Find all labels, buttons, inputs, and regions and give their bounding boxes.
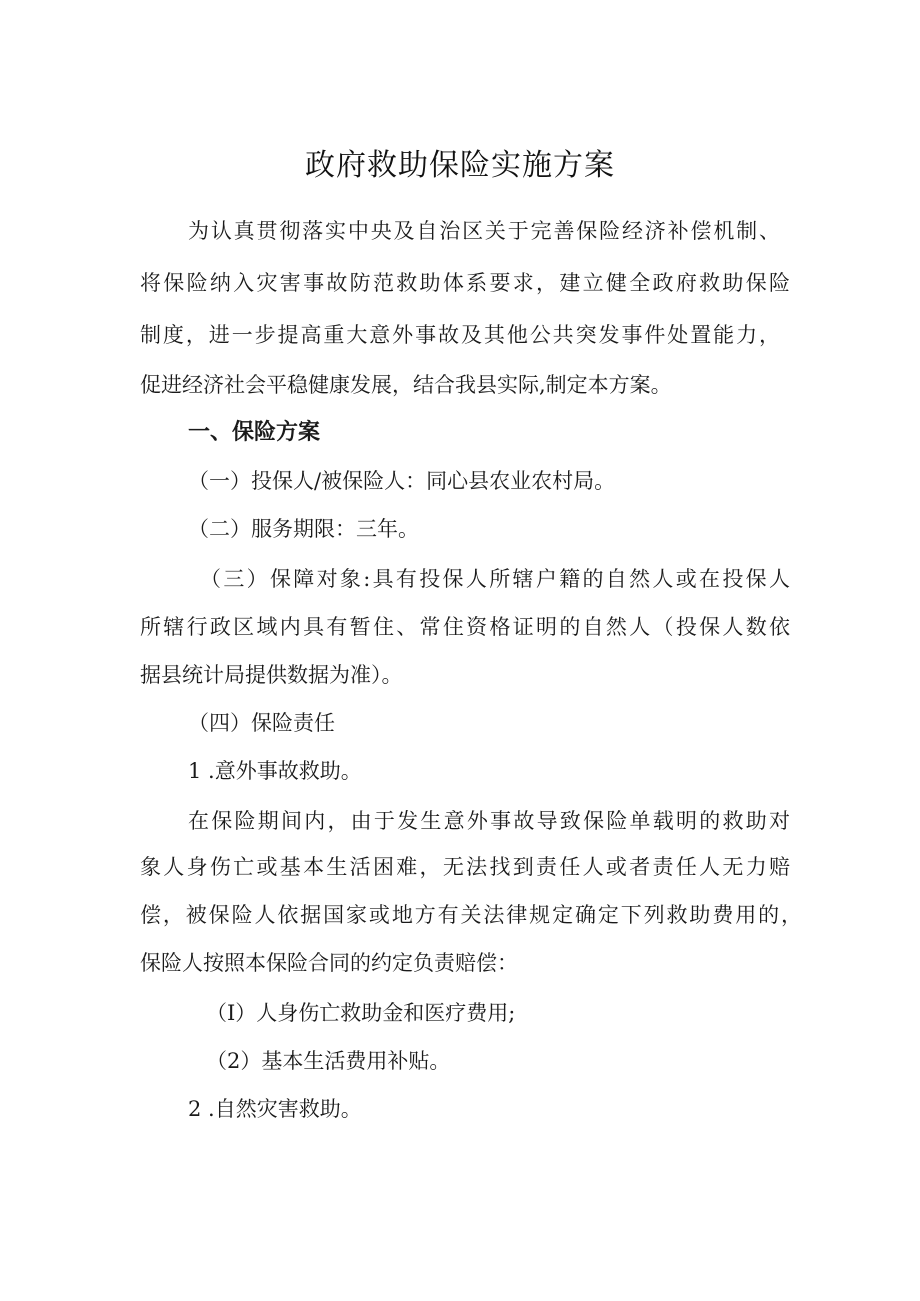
accident-text-line-4: 保险人按照本保险合同的约定负责赔偿： <box>140 951 518 975</box>
item-coverage-line-2: 所辖行政区域内具有暂住、常住资格证明的自然人（投保人数依 <box>140 615 790 639</box>
sub-disaster-heading: 2 .自然灾害救助。 <box>188 1097 362 1121</box>
item-coverage-line-1: （三）保障对象:具有投保人所辖户籍的自然人或在投保人 <box>200 567 790 591</box>
accident-text-line-3: 偿，被保险人依据国家或地方有关法律规定确定下列救助费用的， <box>140 903 802 927</box>
document-title: 政府救助保险实施方案 <box>305 148 615 183</box>
section-heading: 一、保险方案 <box>188 420 321 445</box>
accident-text-line-2: 象人身伤亡或基本生活困难，无法找到责任人或者责任人无力赔 <box>140 855 790 879</box>
intro-line-3: 制度，进一步提高重大意外事故及其他公共突发事件处置能力， <box>140 323 780 347</box>
sub-accident-heading: 1 .意外事故救助。 <box>188 759 362 783</box>
intro-line-2: 将保险纳入灾害事故防范救助体系要求，建立健全政府救助保险 <box>140 271 790 295</box>
item-service-period: （二）服务期限：三年。 <box>188 517 419 541</box>
point-casualty: （I）人身伤亡救助金和医疗费用; <box>206 1001 516 1025</box>
point-living-subsidy: （2）基本生活费用补贴。 <box>206 1049 451 1073</box>
accident-text-line-1: 在保险期间内，由于发生意外事故导致保险单载明的救助对 <box>188 809 790 833</box>
intro-line-1: 为认真贯彻落实中央及自治区关于完善保险经济补偿机制、 <box>188 219 780 243</box>
item-policyholder: （一）投保人/被保险人：同心县农业农村局。 <box>188 469 616 493</box>
intro-line-4: 促进经济社会平稳健康发展，结合我县实际,制定本方案。 <box>140 373 672 397</box>
item-coverage-line-3: 据县统计局提供数据为准）。 <box>140 663 403 687</box>
item-liability: （四）保险责任 <box>188 711 335 735</box>
